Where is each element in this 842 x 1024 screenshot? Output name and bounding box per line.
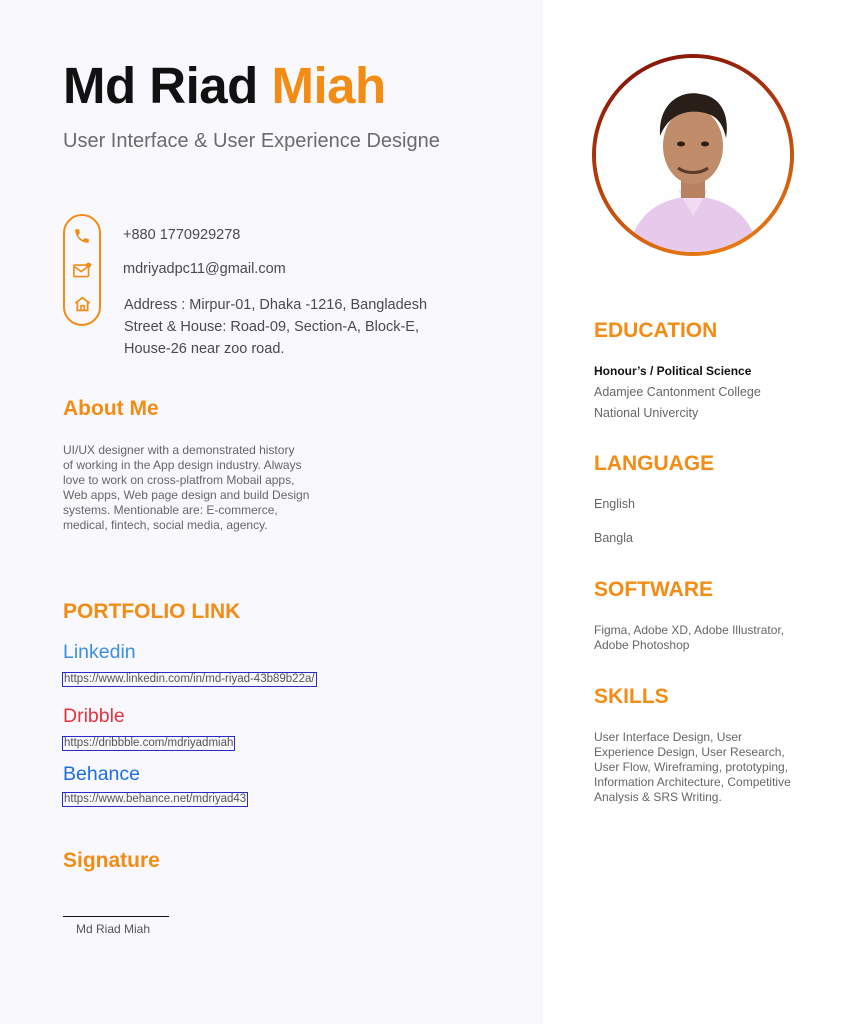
skills-line: Information Architecture, Competitive — [594, 775, 791, 789]
contact-icon-pill — [63, 214, 101, 326]
about-line: systems. Mentionable are: E-commerce, — [63, 503, 278, 517]
software-line: Figma, Adobe XD, Adobe Illustrator, — [594, 623, 785, 637]
portfolio-title: PORTFOLIO LINK — [63, 600, 241, 623]
linkedin-label: Linkedin — [63, 641, 136, 663]
education-college: Adamjee Cantonment College — [594, 385, 761, 399]
avatar — [596, 58, 790, 252]
about-line: UI/UX designer with a demonstrated history — [63, 443, 295, 457]
phone-icon — [71, 225, 93, 247]
software-title: SOFTWARE — [594, 578, 713, 601]
software-list — [594, 623, 834, 653]
language-title: LANGUAGE — [594, 452, 715, 475]
language-item: English — [594, 497, 635, 511]
language-item: Bangla — [594, 531, 633, 545]
skills-title: SKILLS — [594, 685, 669, 708]
about-title: About Me — [63, 397, 159, 420]
about-line: medical, fintech, social media, agency. — [63, 518, 268, 532]
address-line-3: House-26 near zoo road. — [124, 341, 285, 357]
phone-number: +880 1770929278 — [123, 227, 241, 243]
education-title: EDUCATION — [594, 319, 718, 342]
education-university: National Univercity — [594, 406, 699, 420]
signature-title: Signature — [63, 849, 160, 872]
software-line: Adobe Photoshop — [594, 638, 690, 652]
mail-icon — [71, 259, 93, 281]
dribble-url[interactable]: https://dribbble.com/mdriyadmiah — [64, 737, 234, 749]
signature-name: Md Riad Miah — [76, 922, 151, 936]
skills-line: Experience Design, User Research, — [594, 745, 785, 759]
skills-list — [594, 730, 834, 805]
skills-line: User Interface Design, User — [594, 730, 743, 744]
skills-line: Analysis & SRS Writing. — [594, 790, 722, 804]
about-text — [63, 443, 363, 533]
about-line: Web apps, Web page design and build Design — [63, 488, 310, 502]
behance-label: Behance — [63, 763, 140, 785]
signature-line — [63, 916, 169, 917]
about-line: of working in the App design industry. Always — [63, 458, 302, 472]
behance-url[interactable]: https://www.behance.net/mdriyad43 — [64, 793, 247, 805]
first-name: Md Riad — [63, 57, 272, 114]
skills-line: User Flow, Wireframing, prototyping, — [594, 760, 789, 774]
profile-photo-inner — [596, 58, 790, 252]
job-title: User Interface & User Experience Designe — [63, 130, 440, 152]
address-line-1: Address : Mirpur-01, Dhaka -1216, Bangladesh — [124, 297, 428, 313]
dribble-label: Dribble — [63, 705, 125, 727]
home-icon — [71, 293, 93, 315]
profile-photo — [592, 54, 794, 256]
email-address: mdriyadpc11@gmail.com — [123, 261, 286, 277]
address-line-2: Street & House: Road-09, Section-A, Block-E, — [124, 319, 419, 335]
education-degree: Honour’s / Political Science — [594, 364, 752, 378]
about-line: love to work on cross-platfrom Mobail apps, — [63, 473, 295, 487]
linkedin-url[interactable]: https://www.linkedin.com/in/md-riyad-43b89b22a/ — [64, 673, 315, 685]
full-name — [63, 56, 386, 116]
last-name: Miah — [271, 57, 386, 114]
